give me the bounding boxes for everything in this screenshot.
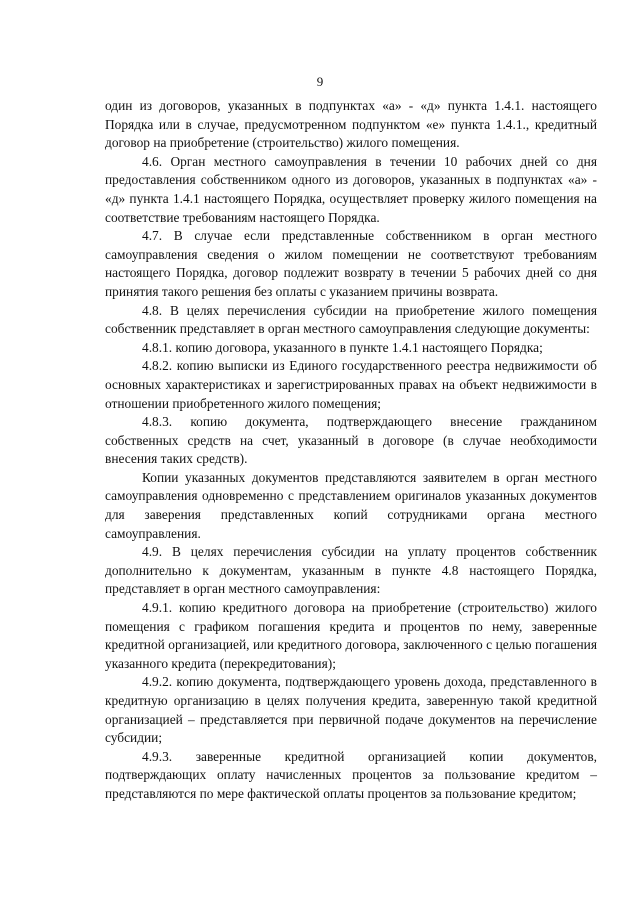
paragraph-4-8: 4.8. В целях перечисления субсидии на приобретение жилого помещения собственник представляет в орган местного самоуправления следующие документы: xyxy=(105,302,597,337)
paragraph-4-9: 4.9. В целях перечисления субсидии на уплату процентов собственник дополнительно к документам, указанным в пункте 4.8 настоящего Порядка, представляет в орган местного самоуправления: xyxy=(105,544,597,597)
paragraph-4-8-2: 4.8.2. копию выписки из Единого государственного реестра недвижимости об основных характеристиках и зарегистрированных правах на объект недвижимости в отношении приобретенного жилого помещения; xyxy=(105,358,597,411)
document-body xyxy=(105,97,597,804)
paragraph-continuation: один из договоров, указанных в подпунктах «а» - «д» пункта 1.4.1. настоящего Порядка или в случае, предусмотренном подпунктом «е» пункта 1.4.1., кредитный договор на приобретение (строительство) жилого помещения. xyxy=(105,98,597,151)
paragraph-4-6: 4.6. Орган местного самоуправления в течении 10 рабочих дней со дня предоставления собственником одного из договоров, указанных в подпунктах «а» - «д» пункта 1.4.1 настоящего Порядка, осуществляет проверку жилого помещения на соответствие требованиям настоящего Порядка. xyxy=(105,153,597,225)
paragraph-4-8-3: 4.8.3. копию документа, подтверждающего внесение гражданином собственных средств на счет, указанный в договоре (в случае необходимости внесения таких средств). xyxy=(105,414,597,467)
paragraph-4-9-1: 4.9.1. копию кредитного договора на приобретение (строительство) жилого помещения с графиком погашения кредита и процентов по нему, заверенные кредитной организацией, или кредитного договора, заключенного с целью погашения указанного кредита (перекредитования); xyxy=(105,600,597,671)
paragraph-4-9-3: 4.9.3. заверенные кредитной организацией копии документов, подтверждающих оплату начисленных процентов за пользование кредитом – представляются по мере фактической оплаты процентов за пользование кредитом; xyxy=(105,748,597,801)
paragraph-4-8-1: 4.8.1. копию договора, указанного в пункте 1.4.1 настоящего Порядка; xyxy=(142,339,543,355)
page-number: 9 xyxy=(316,74,324,89)
paragraph-copies-note: Копии указанных документов представляются заявителем в орган местного самоуправления одновременно с представлением оригиналов указанных документов для заверения представленных копий сотрудниками органа местного самоуправления. xyxy=(105,469,597,541)
paragraph-4-7: 4.7. В случае если представленные собственником в орган местного самоуправления сведения о жилом помещении не соответствуют требованиям настоящего Порядка, договор подлежит возврату в течении 5 рабочих дней со дня принятия такого решения без оплаты с указанием причины возврата. xyxy=(105,228,597,299)
paragraph-4-9-2: 4.9.2. копию документа, подтверждающего уровень дохода, представленного в кредитную организацию в целях получения кредита, заверенную такой кредитной организацией – представляется при первичной подаче документов на перечисление субсидии; xyxy=(105,674,597,746)
